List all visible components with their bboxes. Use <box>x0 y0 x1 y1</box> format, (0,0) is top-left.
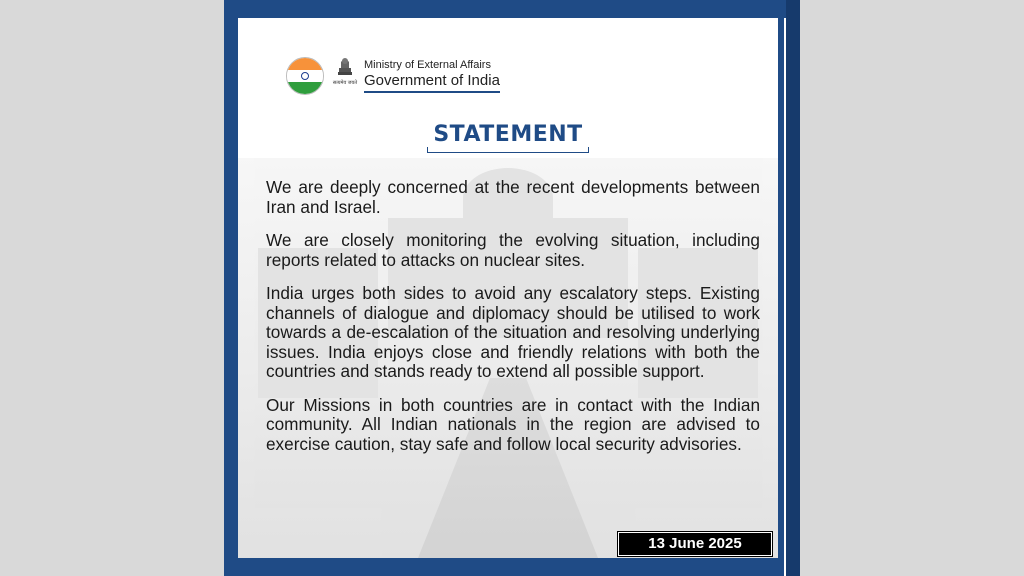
paragraph: We are closely monitoring the evolving situation, including reports related to attacks on nuclear sites. <box>266 230 760 270</box>
ministry-name <box>364 59 500 93</box>
ministry-header <box>286 54 500 98</box>
paragraph: We are deeply concerned at the recent developments between Iran and Israel. <box>266 177 760 217</box>
statement-body <box>266 178 760 468</box>
statement-card <box>238 18 778 558</box>
india-flag-icon <box>286 57 324 95</box>
page-title-text: STATEMENT <box>433 122 583 147</box>
government-label: Government of India <box>364 72 500 89</box>
date-badge: 13 June 2025 <box>618 532 772 556</box>
title-underline <box>427 152 588 153</box>
title-wrap <box>238 122 778 149</box>
statement-frame <box>224 0 800 576</box>
paragraph: India urges both sides to avoid any escalatory steps. Existing channels of dialogue and diplomacy should be utilised to work towards a de-escalation of the situation and resolving underlying issues. India enjoys close and friendly relations with both the countries and stands ready to extend all possible support. <box>266 283 760 381</box>
emblem-caption: सत्यमेव जयते <box>332 80 358 86</box>
ministry-label: Ministry of External Affairs <box>364 59 491 71</box>
page-title <box>427 122 588 149</box>
national-emblem-icon <box>332 56 358 96</box>
paragraph: Our Missions in both countries are in contact with the Indian community. All Indian nationals in the region are advised to exercise caution, stay safe and follow local security advisories. <box>266 394 760 454</box>
